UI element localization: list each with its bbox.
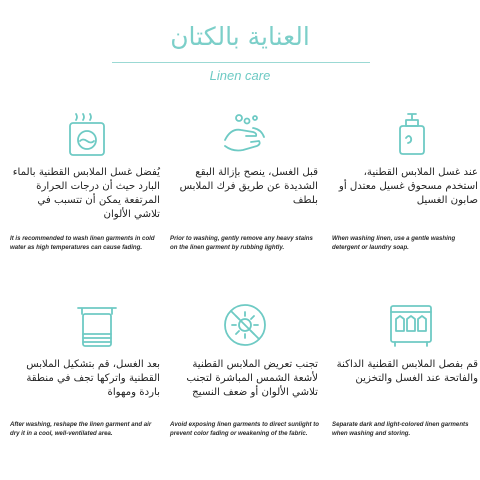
hands-washing-icon (222, 112, 268, 158)
washing-machine-icon (64, 111, 110, 157)
tip-arabic: عند غسل الملابس القطنية، استخدم مسحوق غسيل معتدل أو صابون الغسيل (338, 167, 478, 206)
tip-english: When washing linen, use a gentle washing detergent or laundry soap. (332, 235, 456, 251)
wardrobe-icon (388, 302, 434, 348)
tip-arabic: تجنب تعريض الملابس القطنية لأشعة الشمس المباشرة لتجنب تلاشي الألوان أو ضعف النسيج (186, 359, 318, 398)
page-title: العناية بالكتان (170, 22, 310, 51)
tip-english: Prior to washing, gently remove any heavy stains on the linen garment by rubbing lightly. (170, 235, 313, 251)
tip-arabic: قم بفصل الملابس القطنية الداكنة والفاتحة عند الغسل والتخزين (336, 359, 478, 384)
tip-arabic: بعد الغسل، قم بتشكيل الملابس القطنية واتركها تجف في منطقة باردة ومهواة (26, 359, 160, 398)
soap-bottle-icon (388, 111, 434, 157)
no-sun-icon (222, 302, 268, 348)
tip-arabic: يُفضل غسل الملابس القطنية بالماء البارد حيث أن درجات الحرارة المرتفعة يمكن أن تتسبب في تلاشي الألوان (12, 167, 160, 220)
tip-english: Avoid exposing linen garments to direct sunlight to prevent color fading or weakening of the fabric. (170, 421, 319, 437)
tip-english: Separate dark and light-colored linen garments when washing and storing. (332, 421, 469, 437)
tip-english: It is recommended to wash linen garments in cold water as high temperatures can cause fading. (10, 235, 155, 251)
page-subtitle: Linen care (209, 68, 271, 83)
tip-english: After washing, reshape the linen garment and air dry it in a cool, well-ventilated area. (10, 421, 152, 437)
tip-arabic: قبل الغسل، ينصح بإزالة البقع الشديدة عن طريق فرك الملابس بلطف (179, 167, 318, 206)
title-divider (112, 62, 370, 63)
towel-rack-icon (74, 302, 120, 348)
